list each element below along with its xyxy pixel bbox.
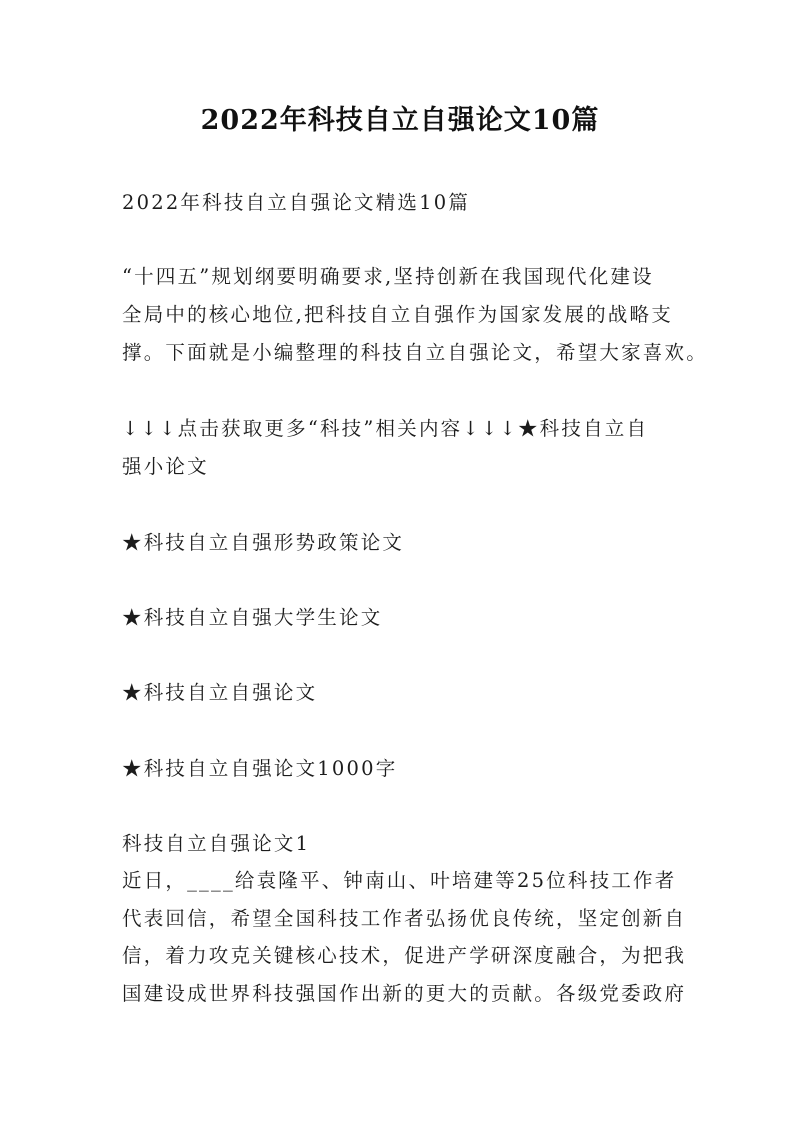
link-essay[interactable]: ★科技自立自强论文 bbox=[122, 681, 318, 704]
body-line: 信，着力攻克关键核心技术，促进产学研深度融合，为把我 bbox=[122, 944, 687, 967]
section-heading: 科技自立自强论文1 bbox=[122, 832, 311, 855]
body-line: 国建设成世界科技强国作出新的更大的贡献。各级党委政府 bbox=[122, 981, 687, 1005]
link-policy-essay[interactable]: ★科技自立自强形势政策论文 bbox=[122, 531, 405, 554]
intro-paragraph bbox=[122, 258, 708, 372]
section-body bbox=[122, 862, 692, 1012]
intro-line: 全局中的核心地位,把科技自立自强作为国家发展的战略支 bbox=[122, 303, 673, 326]
more-content-link[interactable] bbox=[122, 410, 692, 486]
intro-line: 撑。下面就是小编整理的科技自立自强论文，希望大家喜欢。 bbox=[122, 341, 708, 364]
body-line: 近日，____给袁隆平、钟南山、叶培建等25位科技工作者 bbox=[122, 869, 677, 892]
document-subtitle: 2022年科技自立自强论文精选10篇 bbox=[122, 191, 471, 214]
more-content-line[interactable]: ↓↓↓点击获取更多“科技”相关内容↓↓↓★科技自立自 bbox=[122, 417, 649, 440]
more-content-line[interactable]: 强小论文 bbox=[122, 455, 209, 478]
link-essay-1000[interactable]: ★科技自立自强论文1000字 bbox=[122, 757, 398, 780]
link-student-essay[interactable]: ★科技自立自强大学生论文 bbox=[122, 606, 383, 629]
body-line: 代表回信，希望全国科技工作者弘扬优良传统，坚定创新自 bbox=[122, 906, 687, 930]
document-title: 2022年科技自立自强论文10篇 bbox=[200, 105, 600, 136]
intro-line: “十四五”规划纲要明确要求,坚持创新在我国现代化建设 bbox=[122, 265, 654, 288]
